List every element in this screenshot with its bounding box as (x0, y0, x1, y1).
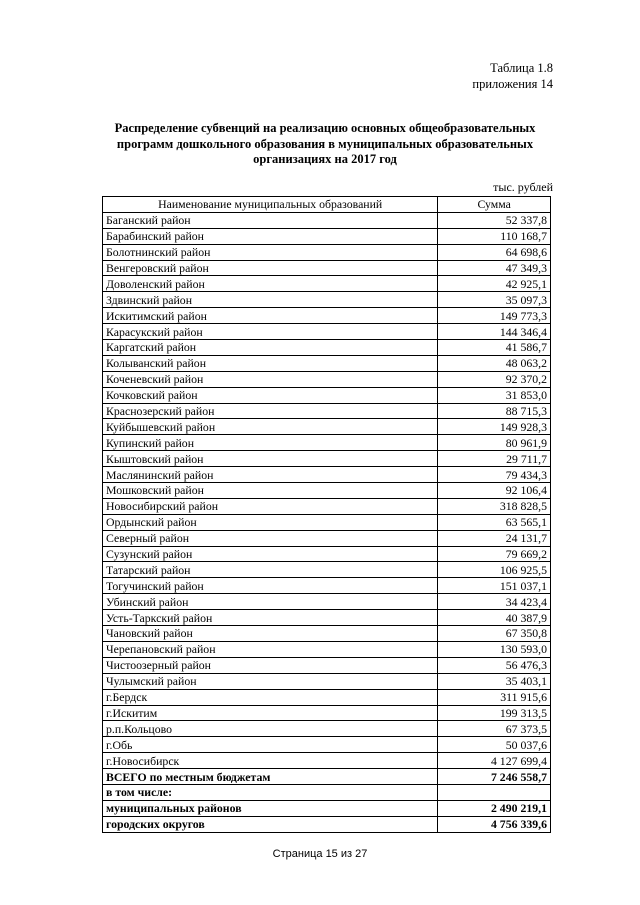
total-value: 7 246 558,7 (438, 769, 551, 785)
subsidy-amount: 151 037,1 (438, 578, 551, 594)
municipality-name: Колыванский район (103, 355, 438, 371)
table-header-row (103, 197, 551, 213)
subsidy-amount: 110 168,7 (438, 228, 551, 244)
municipality-name: Купинский район (103, 435, 438, 451)
table-row (103, 705, 551, 721)
table-row (103, 562, 551, 578)
subsidy-amount: 149 773,3 (438, 308, 551, 324)
column-header-sum: Сумма (438, 197, 551, 213)
subsidy-amount: 92 370,2 (438, 371, 551, 387)
municipality-name: Каргатский район (103, 340, 438, 356)
districts-label: муниципальных районов (103, 800, 438, 816)
table-row (103, 244, 551, 260)
table-row (103, 594, 551, 610)
municipality-name: г.Обь (103, 737, 438, 753)
subsidy-amount: 48 063,2 (438, 355, 551, 371)
subsidy-amount: 35 403,1 (438, 673, 551, 689)
municipality-name: Северный район (103, 530, 438, 546)
municipality-name: г.Искитим (103, 705, 438, 721)
subsidy-amount: 67 350,8 (438, 626, 551, 642)
subsidy-amount: 106 925,5 (438, 562, 551, 578)
municipality-name: Болотнинский район (103, 244, 438, 260)
subsidy-amount: 42 925,1 (438, 276, 551, 292)
table-body (103, 212, 551, 768)
subsidy-amount: 79 434,3 (438, 467, 551, 483)
subsidy-amount: 47 349,3 (438, 260, 551, 276)
unit-label: тыс. рублей (493, 180, 553, 194)
table-number: Таблица 1.8 (490, 61, 553, 75)
table-row (103, 721, 551, 737)
subsidy-amount: 35 097,3 (438, 292, 551, 308)
municipality-name: Венгеровский район (103, 260, 438, 276)
municipality-name: Доволенский район (103, 276, 438, 292)
subsidy-amount: 199 313,5 (438, 705, 551, 721)
table-row (103, 228, 551, 244)
subsidy-amount: 88 715,3 (438, 403, 551, 419)
table-row (103, 689, 551, 705)
municipality-name: Искитимский район (103, 308, 438, 324)
table-row (103, 292, 551, 308)
table-row (103, 626, 551, 642)
municipality-name: Коченевский район (103, 371, 438, 387)
table-row (103, 657, 551, 673)
table-row (103, 737, 551, 753)
subsidy-table (102, 196, 551, 833)
municipality-name: Баганский район (103, 212, 438, 228)
title-line-1: Распределение субвенций на реализацию основных общеобразовательных (114, 121, 536, 135)
table-row (103, 514, 551, 530)
subsidy-amount: 63 565,1 (438, 514, 551, 530)
including-label: в том числе: (103, 784, 438, 800)
title-line-3: организациях на 2017 год (253, 152, 397, 166)
municipality-name: Усть-Таркский район (103, 610, 438, 626)
municipality-name: Новосибирский район (103, 498, 438, 514)
municipality-name: г.Бердск (103, 689, 438, 705)
table-row (103, 340, 551, 356)
table-row (103, 260, 551, 276)
districts-value: 2 490 219,1 (438, 800, 551, 816)
municipality-name: Маслянинский район (103, 467, 438, 483)
municipality-name: Здвинский район (103, 292, 438, 308)
title-line-2: программ дошкольного образования в муниципальных образовательных (116, 136, 534, 151)
subsidy-amount: 52 337,8 (438, 212, 551, 228)
total-row (103, 769, 551, 785)
document-title (100, 121, 550, 168)
table-row (103, 371, 551, 387)
table-row (103, 451, 551, 467)
subsidy-amount: 29 711,7 (438, 451, 551, 467)
table-row (103, 610, 551, 626)
okrugs-row (103, 816, 551, 832)
table-row (103, 578, 551, 594)
subsidy-amount: 130 593,0 (438, 641, 551, 657)
municipality-name: Мошковский район (103, 483, 438, 499)
table-row (103, 387, 551, 403)
table-row (103, 276, 551, 292)
districts-row (103, 800, 551, 816)
table-row (103, 403, 551, 419)
municipality-name: Чановский район (103, 626, 438, 642)
subsidy-amount: 311 915,6 (438, 689, 551, 705)
table-row (103, 673, 551, 689)
subsidy-amount: 24 131,7 (438, 530, 551, 546)
including-row (103, 784, 551, 800)
municipality-name: Куйбышевский район (103, 419, 438, 435)
municipality-name: Чулымский район (103, 673, 438, 689)
municipality-name: Чистоозерный район (103, 657, 438, 673)
table-row (103, 467, 551, 483)
municipality-name: Барабинский район (103, 228, 438, 244)
table-row (103, 546, 551, 562)
table-row (103, 530, 551, 546)
subsidy-amount: 56 476,3 (438, 657, 551, 673)
subsidy-amount: 50 037,6 (438, 737, 551, 753)
page-footer: Страница 15 из 27 (272, 848, 368, 860)
municipality-name: Сузунский район (103, 546, 438, 562)
table-row (103, 435, 551, 451)
subsidy-amount: 67 373,5 (438, 721, 551, 737)
subsidy-amount: 31 853,0 (438, 387, 551, 403)
table-row (103, 419, 551, 435)
subsidy-amount: 92 106,4 (438, 483, 551, 499)
total-label: ВСЕГО по местным бюджетам (103, 769, 438, 785)
okrugs-label: городских округов (103, 816, 438, 832)
municipality-name: р.п.Кольцово (103, 721, 438, 737)
table-row (103, 483, 551, 499)
table-row (103, 355, 551, 371)
subsidy-amount: 64 698,6 (438, 244, 551, 260)
municipality-name: Краснозерский район (103, 403, 438, 419)
table-row (103, 498, 551, 514)
subsidy-amount: 149 928,3 (438, 419, 551, 435)
subsidy-amount: 318 828,5 (438, 498, 551, 514)
municipality-name: Карасукский район (103, 324, 438, 340)
table-reference (472, 60, 553, 92)
subsidy-amount: 34 423,4 (438, 594, 551, 610)
appendix-label: приложения 14 (472, 77, 553, 91)
subsidy-amount: 40 387,9 (438, 610, 551, 626)
table-row (103, 212, 551, 228)
municipality-name: Кыштовский район (103, 451, 438, 467)
municipality-name: г.Новосибирск (103, 753, 438, 769)
table-row (103, 641, 551, 657)
municipality-name: Убинский район (103, 594, 438, 610)
municipality-name: Кочковский район (103, 387, 438, 403)
column-header-name: Наименование муниципальных образований (103, 197, 438, 213)
table-row (103, 324, 551, 340)
subsidy-amount: 79 669,2 (438, 546, 551, 562)
municipality-name: Черепановский район (103, 641, 438, 657)
including-value (438, 784, 551, 800)
subsidy-amount: 144 346,4 (438, 324, 551, 340)
table-row (103, 308, 551, 324)
subsidy-amount: 4 127 699,4 (438, 753, 551, 769)
subsidy-amount: 41 586,7 (438, 340, 551, 356)
municipality-name: Ордынский район (103, 514, 438, 530)
subsidy-amount: 80 961,9 (438, 435, 551, 451)
municipality-name: Тогучинский район (103, 578, 438, 594)
table-row (103, 753, 551, 769)
municipality-name: Татарский район (103, 562, 438, 578)
okrugs-value: 4 756 339,6 (438, 816, 551, 832)
